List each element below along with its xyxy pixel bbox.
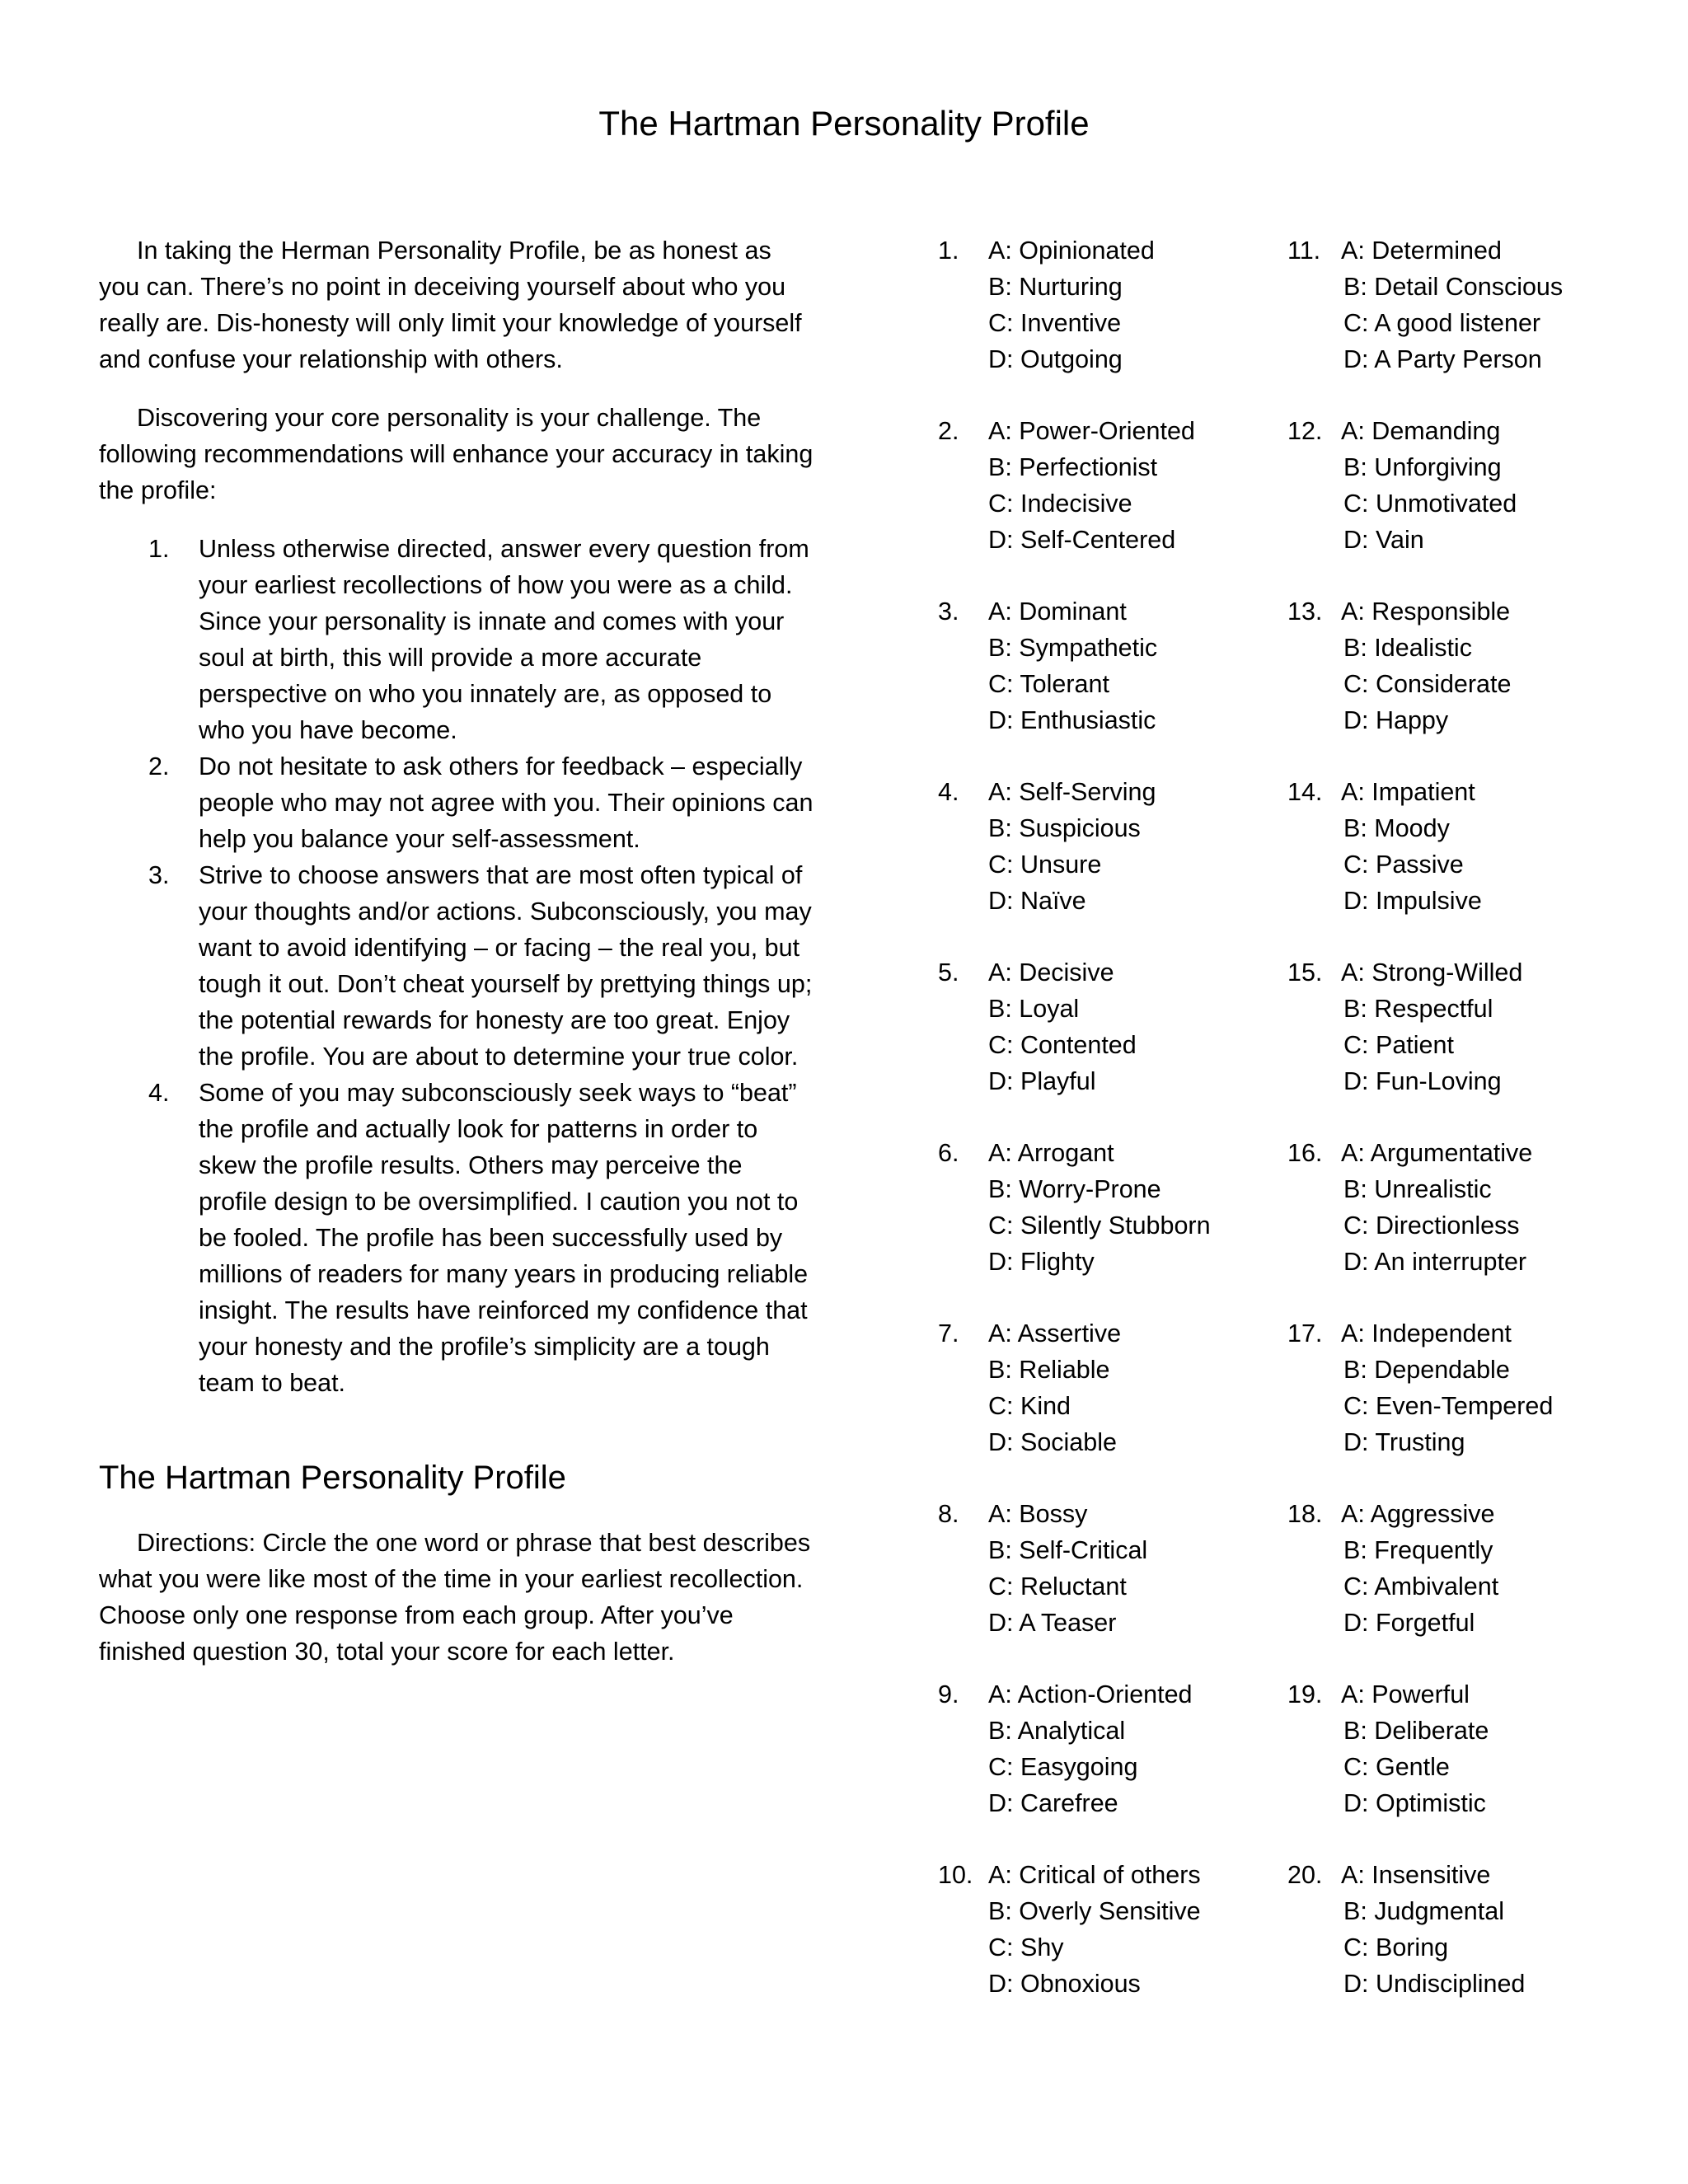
answer-options bbox=[988, 413, 1195, 558]
answer-options bbox=[1341, 1857, 1525, 2002]
question-number: 13. bbox=[1287, 598, 1323, 626]
answer-option[interactable]: A: Argumentative bbox=[1341, 1139, 1533, 1167]
answer-options bbox=[1341, 1315, 1553, 1460]
answer-option[interactable]: D: An interrupter bbox=[1343, 1248, 1527, 1276]
answer-option[interactable]: A: Bossy bbox=[988, 1500, 1088, 1528]
answer-option[interactable]: D: Self-Centered bbox=[988, 526, 1176, 554]
answer-options bbox=[988, 232, 1155, 377]
answer-option[interactable]: D: Fun-Loving bbox=[1343, 1067, 1502, 1095]
answer-option[interactable]: A: Insensitive bbox=[1341, 1861, 1491, 1889]
answer-option[interactable]: A: Strong-Willed bbox=[1341, 958, 1523, 987]
recommendation-number: 2. bbox=[148, 752, 170, 780]
answer-option[interactable]: B: Judgmental bbox=[1343, 1897, 1504, 1925]
answer-options bbox=[988, 954, 1137, 1099]
answer-option[interactable]: A: Aggressive bbox=[1341, 1500, 1495, 1528]
answer-option[interactable]: A: Impatient bbox=[1341, 778, 1475, 806]
answer-option[interactable]: C: Kind bbox=[988, 1392, 1071, 1420]
answer-option[interactable]: A: Independent bbox=[1341, 1319, 1512, 1347]
answer-options bbox=[1341, 593, 1511, 738]
answer-option[interactable]: C: Tolerant bbox=[988, 670, 1109, 698]
answer-option[interactable]: B: Analytical bbox=[988, 1717, 1126, 1745]
answer-option[interactable]: D: Carefree bbox=[988, 1789, 1118, 1817]
answer-option[interactable]: D: Vain bbox=[1343, 526, 1424, 554]
answer-option[interactable]: A: Decisive bbox=[988, 958, 1114, 987]
answer-option[interactable]: D: Trusting bbox=[1343, 1428, 1465, 1456]
intro-paragraph: In taking the Herman Personality Profile, be as honest as you can. There’s no point in deceiving yourself about who you really are. Dis-honesty will only limit your knowledge of yourself and confuse your relationship with others. bbox=[99, 237, 802, 373]
question-number: 2. bbox=[938, 417, 959, 445]
answer-option[interactable]: C: Patient bbox=[1343, 1031, 1454, 1059]
answer-option[interactable]: A: Opinionated bbox=[988, 237, 1155, 265]
answer-option[interactable]: C: Ambivalent bbox=[1343, 1572, 1499, 1601]
answer-options bbox=[988, 1135, 1211, 1280]
question-number: 4. bbox=[938, 778, 959, 806]
question-number: 14. bbox=[1287, 778, 1323, 806]
answer-options bbox=[988, 1315, 1121, 1460]
answer-option[interactable]: C: Boring bbox=[1343, 1933, 1449, 1961]
recommendation-item bbox=[99, 748, 816, 857]
answer-option[interactable]: D: Undisciplined bbox=[1343, 1970, 1526, 1998]
answer-option[interactable]: A: Demanding bbox=[1341, 417, 1501, 445]
answer-option[interactable]: C: Indecisive bbox=[988, 490, 1132, 518]
question-number: 5. bbox=[938, 958, 959, 987]
answer-option[interactable]: C: Inventive bbox=[988, 309, 1122, 337]
recommendation-text: Some of you may subconsciously seek ways to “beat” the profile and actually look for patterns in order to skew the profile results. Others may perceive the profile design to be oversimplified. I caution you not to be fooled. The profile has been successfully used by millions of readers for many years in producing reliable insight. The results have reinforced my confidence that your honesty and the profile’s simplicity are a tough team to beat. bbox=[199, 1079, 809, 1397]
directions-paragraph: Directions: Circle the one word or phrase that best describes what you were like most of the time in your earliest recollection. Choose only one response from each group. After you’ve finished question 30, total your score for each letter. bbox=[99, 1529, 811, 1666]
answer-option[interactable]: B: Respectful bbox=[1343, 995, 1493, 1023]
recommendation-text: Do not hesitate to ask others for feedback – especially people who may not agree with you. Their opinions can help you balance your self-assessment. bbox=[199, 752, 814, 853]
section-heading: The Hartman Personality Profile bbox=[99, 1460, 566, 1496]
answer-options bbox=[1341, 1496, 1498, 1641]
answer-option[interactable]: D: A Teaser bbox=[988, 1609, 1117, 1637]
recommendation-number: 3. bbox=[148, 861, 170, 889]
answer-option[interactable]: A: Determined bbox=[1341, 237, 1502, 265]
answer-option[interactable]: D: Enthusiastic bbox=[988, 706, 1156, 734]
question-number: 1. bbox=[938, 237, 959, 265]
answer-option[interactable]: D: A Party Person bbox=[1343, 345, 1542, 373]
answer-option[interactable]: B: Reliable bbox=[988, 1356, 1110, 1384]
answer-option[interactable]: D: Naïve bbox=[988, 887, 1086, 915]
question-number: 16. bbox=[1287, 1139, 1323, 1167]
recommendation-text: Unless otherwise directed, answer every question from your earliest recollections of how you were as a child. Since your personality is innate and comes with your soul at birth, this will provide a more accurate perspective on who you innately are, as opposed to who you have become. bbox=[199, 535, 809, 744]
answer-option[interactable]: B: Moody bbox=[1343, 814, 1450, 842]
instructions-column bbox=[99, 232, 816, 1692]
answer-option[interactable]: B: Nurturing bbox=[988, 273, 1123, 301]
question-number: 19. bbox=[1287, 1680, 1323, 1708]
answer-options bbox=[1341, 954, 1522, 1099]
question-number: 7. bbox=[938, 1319, 959, 1347]
answer-option[interactable]: B: Loyal bbox=[988, 995, 1080, 1023]
question-number: 9. bbox=[938, 1680, 959, 1708]
answer-option[interactable]: C: Shy bbox=[988, 1933, 1064, 1961]
answer-option[interactable]: B: Suspicious bbox=[988, 814, 1141, 842]
page-title: The Hartman Personality Profile bbox=[598, 104, 1090, 143]
answer-option[interactable]: D: Outgoing bbox=[988, 345, 1123, 373]
answer-option[interactable]: C: Easygoing bbox=[988, 1753, 1138, 1781]
answer-option[interactable]: C: Considerate bbox=[1343, 670, 1512, 698]
question-number: 20. bbox=[1287, 1861, 1323, 1889]
answer-option[interactable]: B: Perfectionist bbox=[988, 453, 1158, 481]
answer-option[interactable]: A: Arrogant bbox=[988, 1139, 1114, 1167]
answer-option[interactable]: D: Sociable bbox=[988, 1428, 1117, 1456]
answer-option[interactable]: D: Flighty bbox=[988, 1248, 1095, 1276]
answer-option[interactable]: D: Obnoxious bbox=[988, 1970, 1141, 1998]
answer-option[interactable]: C: A good listener bbox=[1343, 309, 1541, 337]
answer-option[interactable]: B: Idealistic bbox=[1343, 634, 1472, 662]
question-number: 17. bbox=[1287, 1319, 1323, 1347]
answer-options bbox=[988, 774, 1156, 919]
answer-options bbox=[988, 1676, 1193, 1821]
answer-option[interactable]: B: Worry-Prone bbox=[988, 1175, 1161, 1203]
answer-option[interactable]: A: Responsible bbox=[1341, 598, 1511, 626]
answer-option[interactable]: C: Unmotivated bbox=[1343, 490, 1517, 518]
answer-options bbox=[1341, 774, 1482, 919]
answer-options bbox=[1341, 1676, 1489, 1821]
recommendations-list bbox=[99, 531, 816, 1401]
answer-option[interactable]: B: Unforgiving bbox=[1343, 453, 1502, 481]
question-number: 18. bbox=[1287, 1500, 1323, 1528]
intro-paragraph: Discovering your core personality is your challenge. The following recommendations will enhance your accuracy in taking the profile: bbox=[99, 404, 814, 504]
answer-option[interactable]: B: Unrealistic bbox=[1343, 1175, 1492, 1203]
answer-option[interactable]: A: Critical of others bbox=[988, 1861, 1201, 1889]
question-number: 15. bbox=[1287, 958, 1323, 987]
answer-option[interactable]: A: Self-Serving bbox=[988, 778, 1156, 806]
answer-option[interactable]: A: Power-Oriented bbox=[988, 417, 1195, 445]
recommendation-number: 1. bbox=[148, 535, 170, 563]
question-number: 10. bbox=[938, 1861, 973, 1889]
answer-options bbox=[1341, 232, 1563, 377]
answer-option[interactable]: D: Optimistic bbox=[1343, 1789, 1486, 1817]
recommendation-number: 4. bbox=[148, 1079, 170, 1107]
answer-options bbox=[988, 1857, 1201, 2002]
answer-option[interactable]: D: Happy bbox=[1343, 706, 1449, 734]
answer-option[interactable]: B: Detail Conscious bbox=[1343, 273, 1564, 301]
answer-options bbox=[988, 1496, 1147, 1641]
answer-option[interactable]: D: Playful bbox=[988, 1067, 1096, 1095]
answer-options bbox=[988, 593, 1157, 738]
answer-option[interactable]: C: Reluctant bbox=[988, 1572, 1127, 1601]
answer-option[interactable]: C: Even-Tempered bbox=[1343, 1392, 1554, 1420]
question-number: 6. bbox=[938, 1139, 959, 1167]
recommendation-item bbox=[99, 857, 816, 1075]
question-number: 12. bbox=[1287, 417, 1323, 445]
answer-option[interactable]: B: Self-Critical bbox=[988, 1536, 1148, 1564]
question-number: 8. bbox=[938, 1500, 959, 1528]
answer-option[interactable]: C: Directionless bbox=[1343, 1212, 1520, 1240]
answer-option[interactable]: A: Action-Oriented bbox=[988, 1680, 1193, 1708]
answer-options bbox=[1341, 1135, 1532, 1280]
answer-option[interactable]: A: Dominant bbox=[988, 598, 1127, 626]
answer-option[interactable]: B: Frequently bbox=[1343, 1536, 1493, 1564]
answer-option[interactable]: C: Passive bbox=[1343, 851, 1464, 879]
recommendation-item bbox=[99, 1075, 816, 1401]
answer-option[interactable]: B: Deliberate bbox=[1343, 1717, 1489, 1745]
answer-option[interactable]: D: Impulsive bbox=[1343, 887, 1482, 915]
question-number: 3. bbox=[938, 598, 959, 626]
answer-option[interactable]: A: Powerful bbox=[1341, 1680, 1470, 1708]
answer-options bbox=[1341, 413, 1517, 558]
recommendation-item bbox=[99, 531, 816, 748]
question-number: 11. bbox=[1287, 237, 1321, 265]
answer-option[interactable]: A: Assertive bbox=[988, 1319, 1122, 1347]
answer-option[interactable]: D: Forgetful bbox=[1343, 1609, 1475, 1637]
answer-option[interactable]: B: Overly Sensitive bbox=[988, 1897, 1201, 1925]
answer-option[interactable]: B: Dependable bbox=[1343, 1356, 1510, 1384]
answer-option[interactable]: C: Gentle bbox=[1343, 1753, 1450, 1781]
answer-option[interactable]: C: Silently Stubborn bbox=[988, 1212, 1211, 1240]
recommendation-text: Strive to choose answers that are most often typical of your thoughts and/or actions. Subconsciously, you may want to avoid identifying – or facing – the real you, but tough it out. Don’t cheat yourself by prettying things up; the potential rewards for honesty are too great. Enjoy the profile. You are about to determine your true color. bbox=[199, 861, 813, 1071]
answer-option[interactable]: C: Unsure bbox=[988, 851, 1102, 879]
answer-option[interactable]: C: Contented bbox=[988, 1031, 1137, 1059]
answer-option[interactable]: B: Sympathetic bbox=[988, 634, 1158, 662]
